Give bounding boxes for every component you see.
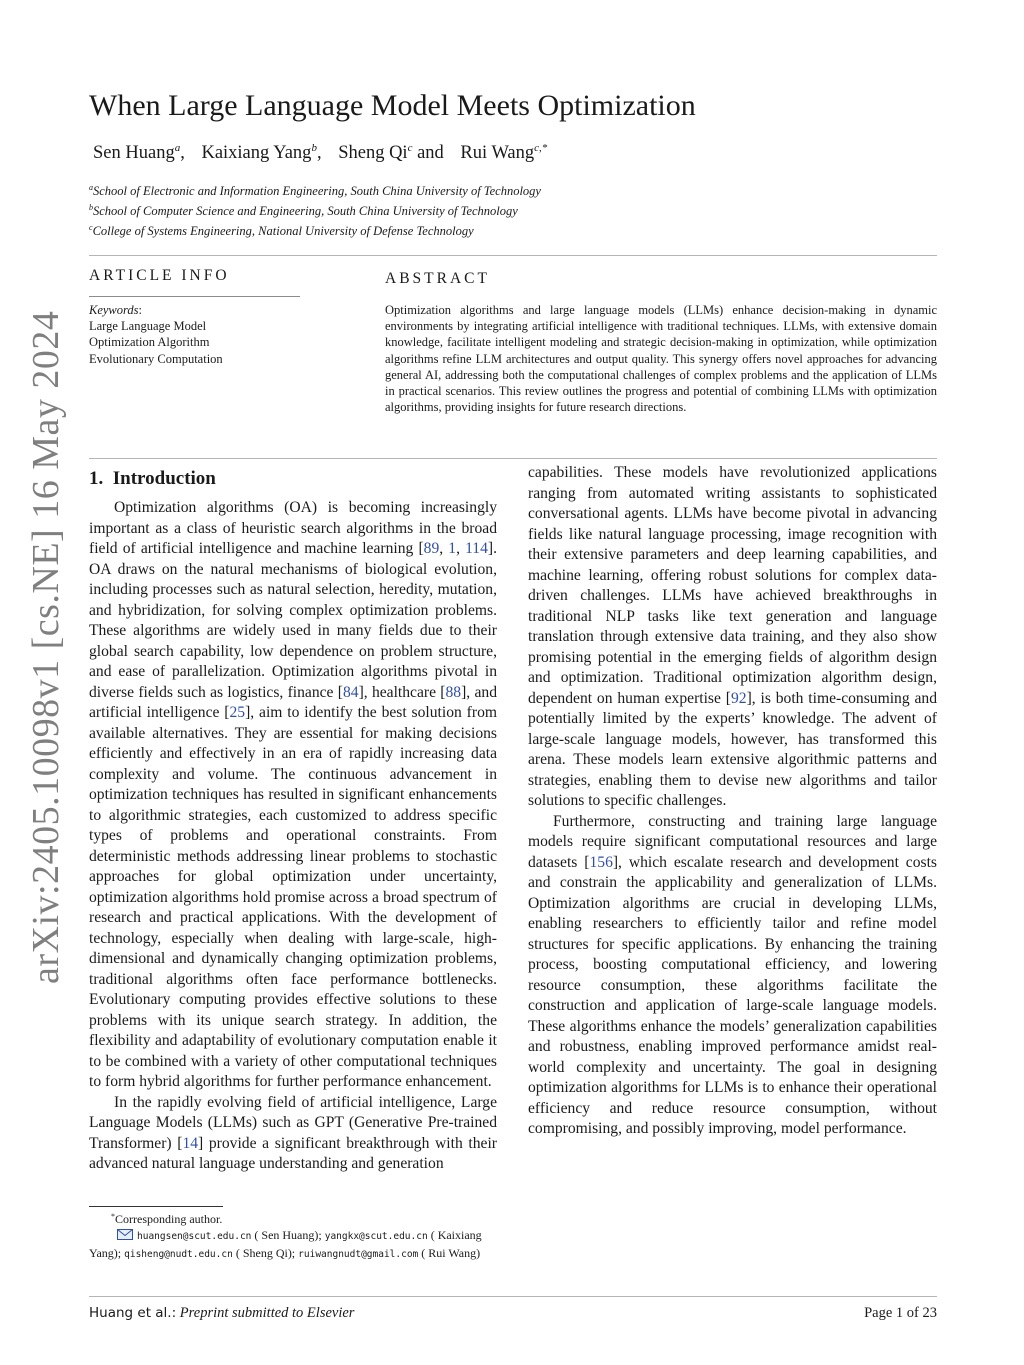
citation-link[interactable]: 88 — [445, 683, 462, 701]
footer-divider — [89, 1296, 937, 1297]
affiliation — [89, 202, 518, 220]
affiliation-mark: a — [89, 183, 93, 192]
author-list: Sen Huang$^a$, Kaixiang Yang$^b$, Sheng Qi$^c$ and Rui Wang$^{c,*}$ — [93, 142, 548, 163]
arxiv-identifier: arXiv:2405.10098v1 [cs.NE] 16 May 2024 — [25, 310, 67, 984]
section-title: Introduction — [112, 468, 216, 489]
author-name: Kaixiang Yang — [201, 143, 312, 163]
author-name: Sen Huang — [93, 143, 175, 163]
keyword-item: Evolutionary Computation — [89, 351, 223, 366]
author-affiliation-mark: a — [174, 142, 181, 154]
section-heading — [89, 468, 216, 490]
footnote-mark: * — [111, 1212, 115, 1221]
affiliation-text: School of Electronic and Information Engineering, South China University of Technology — [93, 184, 541, 198]
email-link[interactable]: yangkx@scut.edu.cn — [324, 1231, 428, 1242]
affiliation-text: College of Systems Engineering, National University of Defense Technology — [92, 224, 474, 238]
header-divider — [89, 255, 937, 256]
author-name: Rui Wang — [460, 143, 535, 163]
keywords-box: Keywords: Large Language Model Optimization Algorithm Evolutionary Computation — [89, 302, 349, 367]
section-number: 1. — [89, 468, 104, 489]
author-affiliation-mark: b — [311, 142, 317, 154]
email-owner: Rui Wang — [428, 1246, 477, 1260]
citation-link[interactable]: 114 — [465, 540, 488, 557]
abstract-text: Optimization algorithms and large language models (LLMs) enhance decision-making in dynamic environments by integrating artificial intelligence with traditional techniques. LLMs, with extensive domain knowledge, facilitate intelligent modeling and strategic decision-making in optimization, while optimization algorithms refine LLM architectures and output quality. This synergy offers novel approaches for advancing general AI, addressing both the computational challenges of complex problems and the application of LLMs in practical scenarios. This review outlines the progress and potential of combining LLMs with optimization algorithms, providing insights for future research directions. — [385, 303, 937, 415]
email-owner: Kaixiang Yang — [89, 1228, 482, 1260]
email-owner: Sheng Qi — [242, 1246, 288, 1260]
author-joiner: and — [417, 143, 444, 163]
citation-link[interactable]: 156 — [589, 853, 613, 871]
affiliation-text: School of Computer Science and Engineering, South China University of Technology — [93, 204, 518, 218]
footnote-rule — [89, 1206, 223, 1207]
body-paragraph: Optimization algorithms (OA) is becoming increasingly important as a class of heuristic search algorithms in the broad field of artificial intelligence and machine learning [89, 1, 114]. OA draws on the natural mechanisms of biological evolution, including processes such as natural selection, heredity, mutation, and hybridization, for solving complex optimization problems. These algorithms are widely used in many fields due to their global search capability, low dependence on problem structure, and ease of parallelization. Optimization algorithms pivotal in diverse fields such as logistics, finance [84], healthcare [88], and artificial intelligence [25], aim to identify the best solution from available alternatives. They are essential for making decisions efficiently and effectively in an era of rapidly increasing data complexity and volume. The continuous advancement in optimization techniques has resulted in significant enhancements to algorithmic strategies, each customized to address specific types of problems and operational constraints. From deterministic methods addressing linear problems to stochastic approaches for global optimization under uncertainty, optimization algorithms hold promise across a broad spectrum of research and practical applications. With the development of technology, especially when dealing with large-scale, high-dimensional and dynamically changing optimization problems, traditional algorithms often face performance bottlenecks. Evolutionary computing provides effective solutions to these problems with its unique search strategy. In addition, the flexibility and adaptability of evolutionary computation enable it to be combined with a variety of other computational techniques to form hybrid algorithms for further performance enhancement. — [89, 499, 497, 1090]
affiliation-mark: c — [89, 223, 93, 232]
affiliation — [89, 182, 541, 200]
email-link[interactable]: qisheng@nudt.edu.cn — [124, 1249, 233, 1260]
citation-link[interactable]: 25 — [229, 704, 246, 721]
email-owner: Sen Huang — [261, 1228, 315, 1242]
author-name: Sheng Qi — [338, 143, 408, 163]
body-column-right — [528, 463, 937, 1140]
footer-journal: Preprint submitted to Elsevier — [179, 1305, 355, 1321]
article-info-rule — [89, 296, 300, 297]
body-paragraph-continued: capabilities. These models have revolutionized applications ranging from automated writing assistants to sophisticated conversational agents. LLMs have become pivotal in advancing fields like natural language processing, image recognition with their extensive parameters and deep learning capabilities, and machine learning, offering robust solutions for complex data-driven challenges. LLMs have achieved breakthroughs in traditional NLP tasks like text generation and language translation through extensive data training, and they also show promising potential in the emerging fields of algorithm design and optimization. Traditional optimization algorithm design, dependent on human expertise [92], is both time-consuming and potentially limited by the experts’ knowledge. The advent of large-scale language models, however, has transformed this arena. These models learn extensive algorithmic patterns and strategies, enabling them to devise new algorithms and tailor solutions to specific challenges. — [528, 464, 938, 809]
citation-link[interactable]: 14 — [182, 1134, 199, 1152]
corresponding-author-note: *Corresponding author. — [111, 1212, 223, 1226]
citation-link[interactable]: 84 — [342, 683, 359, 701]
author-affiliation-mark: c — [407, 142, 413, 154]
citation-link[interactable]: 92 — [730, 689, 747, 707]
body-paragraph: Furthermore, constructing and training large language models require significant computational resources and large datasets [156], which escalate research and development costs and constrain the applicability and generalization of LLMs. Optimization algorithms are crucial in developing LLMs, enabling researchers to efficiently tailor and refine model structures for specific applications. By enhancing the training process, boosting computational efficiency, and lowering resource consumption, these algorithms facilitate the construction and application of large-scale language models. These algorithms enhance the models’ generalization capabilities and robustness, enabling improved performance amidst real-world complexity and uncertainty. The goal in designing optimization algorithms for LLMs is to enhance their operational efficiency and reduce resource consumption, without compromising, and possibly improving, model performance. — [528, 812, 937, 1137]
email-link[interactable]: ruiwangnudt@gmail.com — [298, 1249, 419, 1260]
abstract-divider — [89, 458, 937, 459]
affiliation-mark: b — [89, 203, 93, 212]
citation-link[interactable]: 89 — [423, 540, 440, 557]
citation-link[interactable]: 1 — [448, 540, 457, 557]
abstract-heading: ABSTRACT — [385, 270, 490, 287]
author-emails: huangsen@scut.edu.cn ( Sen Huang); yangkx@scut.edu.cn ( Kaixiang Yang); qisheng@nudt.edu.cn ( Sheng Qi); ruiwangnudt@gmail.com ( Rui Wang) — [89, 1228, 482, 1260]
body-column-left — [89, 498, 497, 1175]
paper-title: When Large Language Model Meets Optimization — [89, 89, 696, 122]
keyword-item: Large Language Model — [89, 319, 207, 334]
email-link[interactable]: huangsen@scut.edu.cn — [137, 1231, 252, 1242]
footnote — [89, 1206, 497, 1263]
running-footer: Huang et al.: Preprint submitted to Elsevier — [89, 1305, 355, 1321]
keyword-item: Optimization Algorithm — [89, 335, 210, 350]
author-affiliation-mark: c,* — [534, 142, 548, 154]
keywords-label: Keywords — [89, 303, 139, 317]
footer-authors: Huang et al. — [89, 1305, 172, 1321]
article-info-heading: ARTICLE INFO — [89, 267, 230, 284]
envelope-icon — [117, 1229, 133, 1240]
page-number: Page 1 of 23 — [864, 1305, 937, 1321]
affiliation — [89, 222, 474, 240]
body-paragraph: In the rapidly evolving field of artificial intelligence, Large Language Models (LLMs) such as GPT (Generative Pre-trained Transformer) [14] provide a significant breakthrough with their advanced natural language understanding and generation — [89, 1093, 497, 1172]
